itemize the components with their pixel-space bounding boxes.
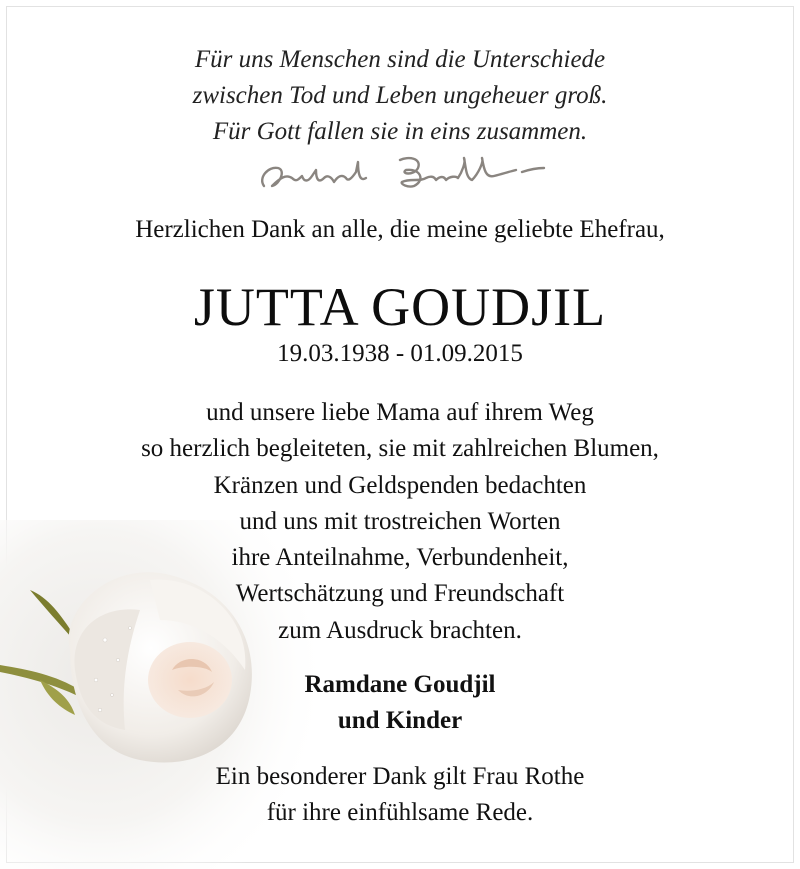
thanks-body [0,395,800,649]
life-dates: 19.03.1938 - 01.09.2015 [277,340,523,367]
handwritten-signature [250,148,560,196]
quote-line: zwischen Tod und Leben ungeheuer groß. [192,82,608,109]
body-line: und uns mit trostreichen Worten [239,507,561,535]
body-line: ihre Anteilnahme, Verbundenheit, [231,544,569,572]
signer-line: und Kinder [337,707,463,734]
body-line: so herzlich begleiteten, sie mit zahlreichen Blumen, [141,435,659,463]
signers [0,667,800,739]
bonhoeffer-quote [0,42,800,150]
body-line: Wertschätzung und Freundschaft [235,580,565,608]
quote-line: Für uns Menschen sind die Unterschiede [194,46,606,73]
special-thanks [0,759,800,831]
body-line: zum Ausdruck brachten. [278,616,522,644]
deceased-name: JUTTA GOUDJIL [193,277,607,337]
body-line: Kränzen und Geldspenden bedachten [213,471,587,499]
signer-line: Ramdane Goudjil [304,671,496,698]
special-thanks-line: Ein besonderer Dank gilt Frau Rothe [215,763,585,790]
quote-line: Für Gott fallen sie in eins zusammen. [212,118,588,145]
special-thanks-line: für ihre einfühlsame Rede. [266,799,534,826]
thanks-intro: Herzlichen Dank an alle, die meine geliebte Ehefrau, [135,216,665,243]
body-line: und unsere liebe Mama auf ihrem Weg [206,399,594,426]
